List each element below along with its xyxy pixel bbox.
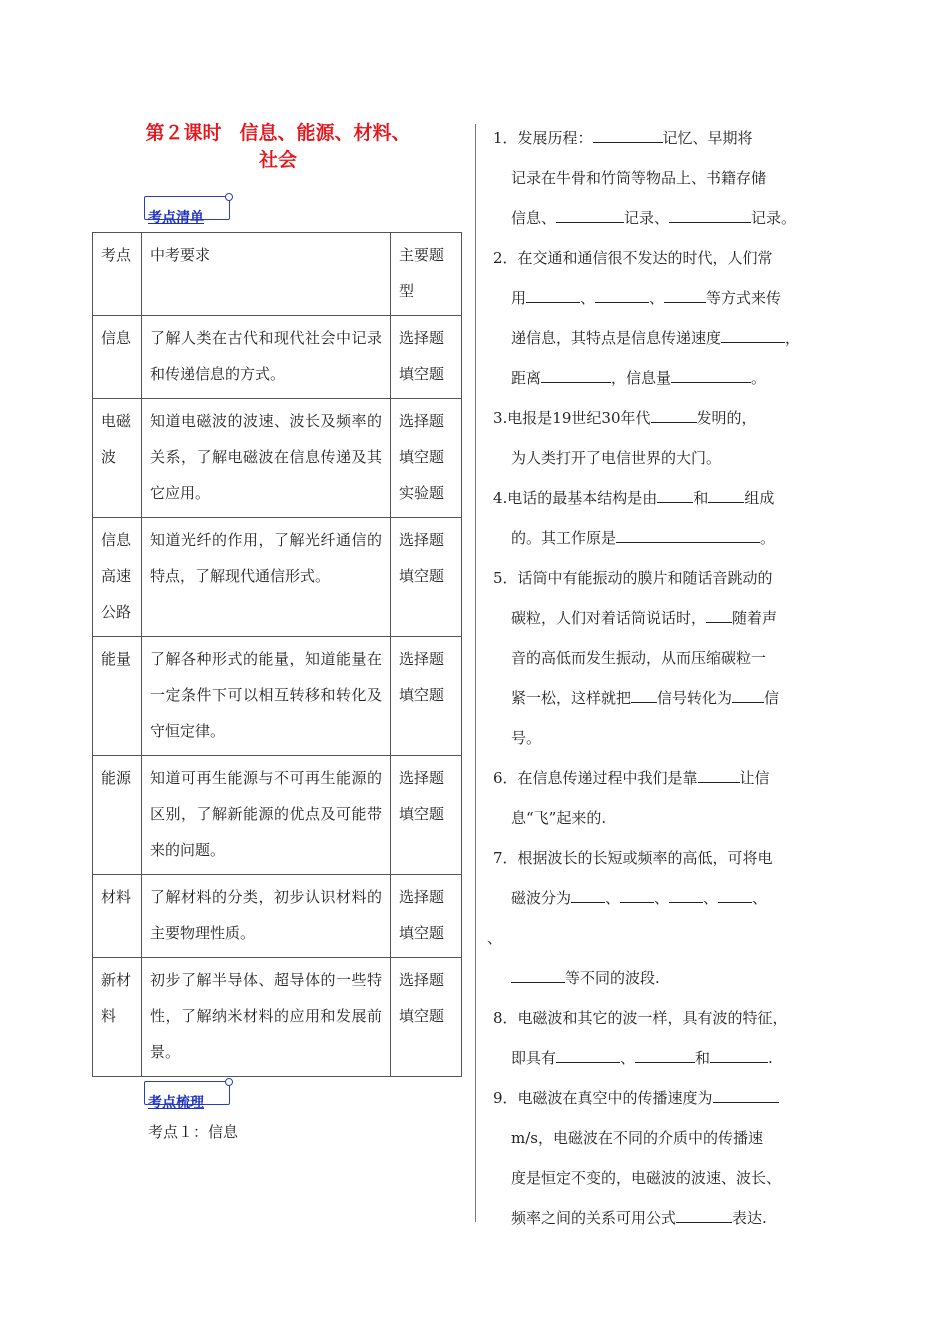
column-divider bbox=[475, 124, 476, 1222]
question-9: 9．电磁波在真空中的传播速度为 m/s，电磁波在不同的介质中的传播速 度是恒定不变的，电磁波的波速、波长、 频率之间的关系可用公式 表达. bbox=[493, 1078, 823, 1238]
answer-blank[interactable] bbox=[616, 522, 760, 543]
table-row bbox=[93, 637, 462, 756]
answer-blank[interactable] bbox=[556, 1042, 620, 1063]
type-cell: 选择题 填空题 bbox=[391, 316, 462, 399]
answer-blank[interactable] bbox=[635, 1042, 695, 1063]
type-cell: 选择题 填空题 bbox=[391, 637, 462, 756]
type-cell: 选择题 填空题 bbox=[391, 958, 462, 1077]
answer-blank[interactable] bbox=[657, 482, 693, 503]
point-heading: 考点１：信息 bbox=[148, 1123, 239, 1141]
table-row bbox=[93, 958, 462, 1077]
table-row bbox=[93, 875, 462, 958]
answer-blank[interactable] bbox=[710, 1042, 768, 1063]
exam-points-table bbox=[92, 232, 462, 1077]
section-header-checklist: 考点清单 bbox=[144, 196, 230, 222]
table-row bbox=[93, 316, 462, 399]
table-row bbox=[93, 518, 462, 637]
table-header: 主要题型 bbox=[391, 233, 462, 316]
type-cell: 选择题 填空题 bbox=[391, 875, 462, 958]
question-5: 5．话筒中有能振动的膜片和随话音跳动的 碳粒，人们对着话筒说话时， 随着声 音的高低而发生振动，从而压缩碳粒一 紧一松，这样就把 信号转化为 信 号。 bbox=[493, 569, 780, 747]
answer-blank[interactable] bbox=[721, 322, 785, 343]
answer-blank[interactable] bbox=[593, 122, 663, 143]
table-row bbox=[93, 399, 462, 518]
table-header: 考点 bbox=[93, 233, 142, 316]
topic-cell: 电磁波 bbox=[93, 399, 142, 518]
question-1: 1．发展历程： 记忆、早期将 记录在牛骨和竹筒等物品上、书籍存储 信息、 记录、 记录。 bbox=[493, 118, 823, 238]
answer-blank[interactable] bbox=[631, 682, 657, 703]
table-row bbox=[93, 756, 462, 875]
answer-blank[interactable] bbox=[556, 202, 624, 223]
answer-blank[interactable] bbox=[669, 202, 751, 223]
answer-blank[interactable] bbox=[713, 1082, 779, 1103]
topic-cell: 信息高速公路 bbox=[93, 518, 142, 637]
requirement-cell: 了解各种形式的能量，知道能量在一定条件下可以相互转移和转化及守恒定律。 bbox=[142, 637, 391, 756]
right-column bbox=[487, 118, 823, 1238]
answer-blank[interactable] bbox=[595, 282, 649, 303]
left-column bbox=[92, 120, 464, 1142]
type-cell: 选择题 填空题 bbox=[391, 756, 462, 875]
section-header-review: 考点梳理 bbox=[144, 1081, 230, 1107]
question-2: 2．在交通和通信很不发达的时代，人们常 用 、 、 等方式来传 递信息，其特点是信息传递速度 ， 距离 ，信息量 。 bbox=[493, 249, 801, 387]
answer-blank[interactable] bbox=[620, 882, 654, 903]
type-cell: 选择题 填空题 bbox=[391, 518, 462, 637]
type-cell: 选择题 填空题 实验题 bbox=[391, 399, 462, 518]
requirement-cell: 了解材料的分类，初步认识材料的主要物理性质。 bbox=[142, 875, 391, 958]
answer-blank[interactable] bbox=[676, 1202, 732, 1223]
answer-blank[interactable] bbox=[511, 962, 565, 983]
topic-cell: 能量 bbox=[93, 637, 142, 756]
table-header-row bbox=[93, 233, 462, 316]
topic-cell: 信息 bbox=[93, 316, 142, 399]
topic-cell: 材料 bbox=[93, 875, 142, 958]
answer-blank[interactable] bbox=[732, 682, 764, 703]
table-header: 中考要求 bbox=[142, 233, 391, 316]
answer-blank[interactable] bbox=[708, 482, 744, 503]
answer-blank[interactable] bbox=[669, 882, 703, 903]
requirement-cell: 知道电磁波的波速、波长及频率的关系，了解电磁波在信息传递及其它应用。 bbox=[142, 399, 391, 518]
answer-blank[interactable] bbox=[664, 282, 706, 303]
topic-cell: 新材料 bbox=[93, 958, 142, 1077]
requirement-cell: 初步了解半导体、超导体的一些特性，了解纳米材料的应用和发展前景。 bbox=[142, 958, 391, 1077]
question-3: 3.电报是19世纪30年代 发明的， 为人类打开了电信世界的大门。 bbox=[493, 398, 823, 478]
requirement-cell: 知道光纤的作用，了解光纤通信的特点，了解现代通信形式。 bbox=[142, 518, 391, 637]
answer-blank[interactable] bbox=[651, 402, 697, 423]
requirement-cell: 知道可再生能源与不可再生能源的区别，了解新能源的优点及可能带来的问题。 bbox=[142, 756, 391, 875]
question-4: 4.电话的最基本结构是由 和 组成 的。其工作原是 。 bbox=[493, 478, 823, 558]
answer-blank[interactable] bbox=[698, 762, 740, 783]
question-8: 8．电磁波和其它的波一样，具有波的特征， 即具有 、 和 . bbox=[493, 1009, 788, 1067]
question-7: 7．根据波长的长短或频率的高低，可将电 磁波分为 、 、 、 、 、 等不同的波段. bbox=[487, 849, 773, 987]
answer-blank[interactable] bbox=[718, 882, 752, 903]
answer-blank[interactable] bbox=[706, 602, 732, 623]
requirement-cell: 了解人类在古代和现代社会中记录和传递信息的方式。 bbox=[142, 316, 391, 399]
answer-blank[interactable] bbox=[671, 362, 751, 383]
question-6: 6．在信息传递过程中我们是靠 让信 息“飞”起来的. bbox=[493, 758, 823, 838]
answer-blank[interactable] bbox=[571, 882, 605, 903]
answer-blank[interactable] bbox=[526, 282, 580, 303]
topic-cell: 能源 bbox=[93, 756, 142, 875]
answer-blank[interactable] bbox=[541, 362, 611, 383]
lesson-title: 第２课时 信息、能源、材料、 社会 bbox=[145, 122, 411, 171]
